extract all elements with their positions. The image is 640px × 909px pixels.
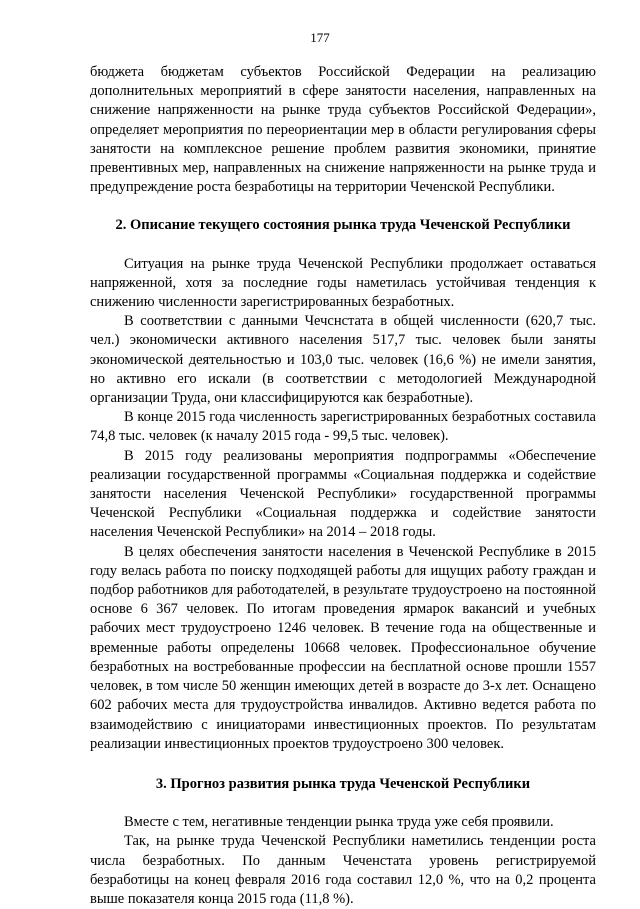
page-number: 177 <box>310 30 330 45</box>
section-3-heading: 3. Прогноз развития рынка труда Чеченской Республики <box>155 775 531 792</box>
section-2-paragraph-4: В 2015 году реализованы мероприятия подпрограммы «Обеспечение реализации государственной программы «Социальная поддержка и содействие занятости населения Чеченской Республики» государственной программы Чеченской Республики «Социальная поддержка и содействие занятости населения Чеченской Республики» на 2014 – 2018 годы. <box>90 447 596 541</box>
section-2-paragraph-2: В соответствии с данными Чечснстата в общей численности (620,7 тыс. чел.) экономически активного населения 517,7 тыс. человек были заняты экономической деятельностью и 103,0 тыс. человек (16,6 %) не имели занятия, но активно его искали (в соответствии с методологией Международной организации Труда, они классифицируются как безработные). <box>90 313 596 407</box>
section-2-paragraph-1: Ситуация на рынке труда Чеченской Республики продолжает оставаться напряженной, хотя за последние годы наметилась устойчивая тенденция к снижению численности зарегистрированных безработных. <box>90 255 596 311</box>
section-2-heading: 2. Описание текущего состояния рынка труда Чеченской Республики <box>115 217 571 234</box>
intro-paragraph: бюджета бюджетам субъектов Российской Федерации на реализацию дополнительных мероприятий в сфере занятости населения, направленных на снижение напряженности на рынке труда субъектов Российской Федерации», определяет мероприятия по переориентации мер в области регулирования сферы занятости на комплексное решение проблем развития экономики, принятие превентивных мер, направленных на снижение напряженности на рынке труда и предупреждение роста безработицы на территории Чеченской Республики. <box>90 64 596 196</box>
section-3-paragraph-1: Вместе с тем, негативные тенденции рынка труда уже себя проявили. <box>124 814 554 831</box>
section-2-paragraph-5: В целях обеспечения занятости населения в Чеченской Республике в 2015 году велась работа по поиску подходящей работы для ищущих работу граждан и подбор работников для работодателей, в результате трудоустроено на постоянной основе 6 367 человек. По итогам проведения ярмарок вакансий и учебных рабочих мест трудоустроено 1246 человек. В течение года на общественные и временные работы определены 10668 человек. Профессиональное обучение безработных на востребованные профессии на бесплатной основе прошли 1557 человек, в том числе 50 женщин имеющих детей в возрасте до 3-х лет. Оснащено 602 рабочих места для трудоустройства инвалидов. Активно ведется работа по взаимодействию с инициаторами инвестиционных проектов. По результатам реализации инвестиционных проектов трудоустроено 300 человек. <box>90 543 596 752</box>
section-3-paragraph-2: Так, на рынке труда Чеченской Республики наметились тенденции роста числа безработных. По данным Чеченстата уровень регистрируемой безработицы на конец февраля 2016 года составил 12,0 %, что на 0,2 процента выше показателя конца 2015 года (11,8 %). <box>90 833 596 907</box>
page-body <box>90 63 596 909</box>
section-2-paragraph-3: В конце 2015 года численность зарегистрированных безработных составила 74,8 тыс. человек (к началу 2015 года - 99,5 тыс. человек). <box>90 409 596 445</box>
